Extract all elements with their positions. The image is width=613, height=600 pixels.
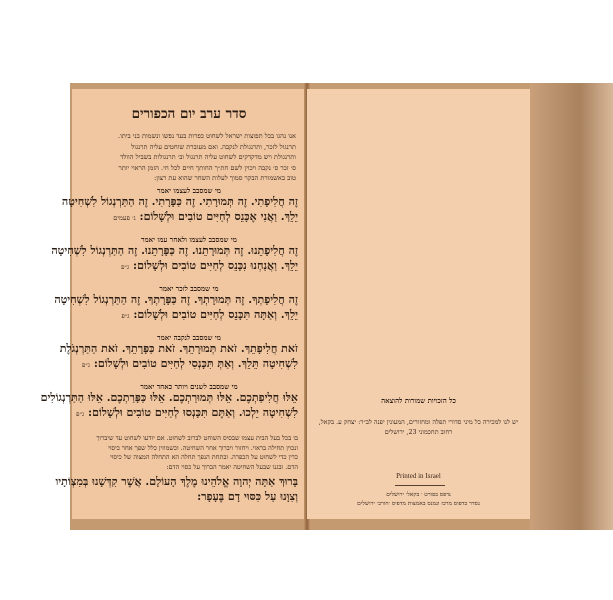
press-info [307,491,530,509]
blessing [55,475,298,504]
press-line: נסדר בדפוס מרכז ונמנס באמצות מדפיס ׳חורב׳ ירושלים [357,501,480,507]
repeat-count: ג״פ [121,262,130,271]
note-line: כדין כדי לשחוט על הכפרה. ובתחת הנפך תחלה הא התחלה המצוה של כיסוי [110,453,298,461]
intro-line: ותרנגולת ויש מדקדקים לשחוט עליה תרנגול וב׳ תרנגולות בשביל הוולד [120,153,296,161]
verse-line [80,210,298,226]
printed-in-israel: Printed in Israel [396,472,441,480]
intro-line: ס׳ זכר ס׳ נקבה ויכוין לשם חת״ך החותך חיים לכל חי. הזמן הראוי יותר [118,163,296,172]
verse-line [80,308,298,324]
note-paragraph [80,434,298,472]
press-line: נדפס בפורט ׳ בקאל׳ ירושלים [386,492,451,498]
note-line: הדם. ובגנו שבעל השחיטה יאמר הברוך על כסוי הדם: [166,462,298,471]
verse-line: אֵלּוּ חֲלִיפַתְכֶם. אֵלּוּ תְּמוּרַתְכֶם. אֵלּוּ כַּפָּרַתְכֶם. אֵלּוּ הַתַּרְנְגוֹלִים [40,391,298,404]
repeat-count: ג״פ [76,409,85,418]
blessing-line: בָּרוּךְ אַתָּה יְהוָה אֱלֹהֵינוּ מֶלֶךְ הָעוֹלָם. אֲשֶׁר קִדְּשָׁנוּ בְּמִצְוֹתָיו [55,475,298,488]
repeat-count: ג״פ [121,311,130,320]
section-self-and-other [51,235,298,274]
verse-line: זֹאת חֲלִיפָתֵךְ. זֹאת תְּמוּרָתֵךְ. זֹאת כַּפָּרָתֵךְ. זֹאת הַתַּרְנְגֹלֶת [59,342,298,355]
verse-text: יֵלֵךְ. וְאַתָּה תִּכָּנֵס לְחַיִּים טוֹבִים וּלְשָׁלוֹם: [133,307,298,321]
page-title: סדר ערב יום הכפורים [131,106,247,122]
availability-notice: יש לנו למכירה כל מיני סדורי תפלה ומחזורים, המעונין יפנה לב״ר: יצחק ע. בקאל, רחוב תחכמוני 23, ירושלים [318,418,519,436]
verse-text: יֵלֵךְ. וַאֲנַחְנוּ נִכָּנֵס לְחַיִּים טוֹבִים וּלְשָׁלוֹם: [133,258,298,272]
intro-paragraph [82,131,296,184]
note-line: ונכוין תחילה בראוי. ויחזור ויברוך אחר השחיטה. וכשמוזין כלל שפך אחר כיסוי [108,443,298,452]
left-page [307,89,530,519]
section-male [54,284,298,323]
repeat-count: ג׳ פעמים [113,213,136,222]
section-self [61,186,298,225]
verse-line: זֶה חֲלִיפָתִי. זֶה תְּמוּרָתִי. זֶה כַּפָּרָתִי. זֶה הַתַּרְנְגוֹל לִשְׁחִיטָה [61,195,298,208]
divider [395,485,445,486]
section-heading: מי שמסבב לעצמו ולאחר עמו יאמר [141,235,237,244]
verse-text: לִשְׁחִיטָה יֵלְכוּ. וְאַתֶּם תִּכָּנְסוּ לְחַיִּים טוֹבִים וּלְשָׁלוֹם: [88,405,298,419]
open-book [40,83,613,530]
section-heading: מי שמסבב לשנים ויותר כאחד יאמר [140,382,238,391]
verse-text: יֵלֵךְ. וַאֲנִי אֶכָּנֵס לְחַיִּים טוֹבִים וּלְשָׁלוֹם: [139,209,298,223]
section-heading: מי שמסבב לנקבה יאמר [157,333,221,342]
intro-line: תרנגול לזכר, ותרנגולת לנקבה. ואם מעוברת שוחטים עליה תרנגול [131,142,296,151]
section-multiple [40,382,298,421]
intro-line: טוב באשמורת הבקר סמוך לעלות השחר שהוא עת רצון: [154,174,296,182]
blessing-line: וְצִוָּנוּ עַל כִּסּוּי דָם בֶּעָפָר: [197,489,298,503]
section-heading: מי שמסבב לעצמו יאמר [157,186,221,195]
note-line: בו בכל בעל הבית עצמו שבסיס השוחט לברוב לשחוט. אם יודעו לשחוט עד שיברוך [96,434,298,442]
verse-line [80,259,298,275]
verse-line: זֶה חֲלִיפָתֵנוּ. זֶה תְּמוּרָתֵנוּ. זֶה כַּפָּרָתֵנוּ. זֶה הַתַּרְנְגוֹל לִשְׁחִיטָה [51,244,298,257]
verse-line [76,405,298,422]
verse-text: לִשְׁחִיטָה תֵּלֵךְ. וְאַתְּ תִּכָּנְסִי לְחַיִּים טוֹבִים וּלְשָׁלוֹם: [93,356,298,370]
intro-line: אנו נהגו בכל תפוצות ישראל לשחוט כפרות בעד נפשו ונשמות בני ביתו. [118,132,296,140]
section-female [59,333,298,372]
rights-notice: כל הזכויות שמורות להוצאה [381,396,456,405]
verse-line: זֶה חֲלִיפָתְךָ. זֶה תְּמוּרָתְךָ. זֶה כַּפָּרָתְךָ. זֶה הַתַּרְנְגוֹל לִשְׁחִיטָה [54,293,298,306]
section-heading: מי שמסבב לזכר יאמר [159,284,219,293]
repeat-count: ג״פ [81,360,90,369]
book-edge [530,83,613,530]
verse-line [80,357,298,373]
right-page [40,89,306,519]
